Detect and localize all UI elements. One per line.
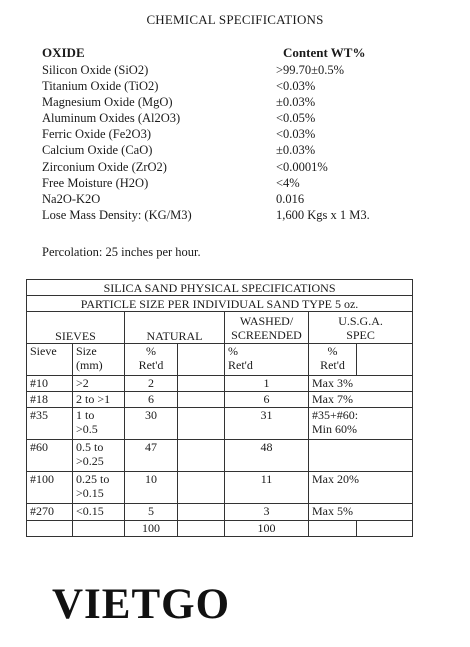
empty-cell [27,521,73,537]
size-cell: <0.15 [73,504,125,521]
spec-value: <0.0001% [276,159,328,174]
oxide-column-header: OXIDE [42,45,85,60]
washed-cell: 11 [225,472,309,504]
empty-cell [178,440,225,472]
spec-row [42,111,442,127]
empty-cell [178,521,225,537]
size-cell: 0.25 to >0.15 [73,472,125,504]
washed-cell: 1 [225,376,309,392]
table-row [27,408,413,440]
empty-cell [357,344,413,376]
spec-row [42,143,442,159]
natural-cell: 30 [125,408,178,440]
washed-cell: 31 [225,408,309,440]
empty-cell [178,376,225,392]
size-column-header: Size (mm) [73,344,125,376]
spec-value: <0.03% [276,79,316,94]
spec-cell: Max 5% [309,504,413,521]
table-title: SILICA SAND PHYSICAL SPECIFICATIONS [27,280,413,296]
brand-logo-text: VIETGO [52,581,231,628]
washed-total: 100 [225,521,309,537]
sieve-cell: #270 [27,504,73,521]
spec-cell: Max 7% [309,392,413,408]
washed-cell: 6 [225,392,309,408]
size-cell: 0.5 to >0.25 [73,440,125,472]
spec-value: 1,600 Kgs x 1 M3. [276,207,370,222]
washed-cell: 48 [225,440,309,472]
natural-header: NATURAL [125,312,225,344]
spec-name: Lose Mass Density: (KG/M3) [42,207,192,222]
usga-retd-header: % Ret'd [309,344,357,376]
totals-row [27,521,413,537]
spec-row [42,176,442,192]
silica-sand-table [26,279,413,537]
chemical-spec-list [42,63,442,224]
spec-row [42,63,442,79]
natural-cell: 10 [125,472,178,504]
washed-retd-header: % Ret'd [225,344,309,376]
spec-name: Aluminum Oxides (Al2O3) [42,111,181,126]
spec-name: Ferric Oxide (Fe2O3) [42,127,151,142]
spec-value: ±0.03% [276,143,316,158]
spec-name: Magnesium Oxide (MgO) [42,95,173,110]
spec-cell [309,440,413,472]
empty-cell [357,521,413,537]
natural-cell: 47 [125,440,178,472]
spec-header [42,45,442,61]
spec-value: <0.03% [276,127,316,142]
sieves-header: SIEVES [27,312,125,344]
sieve-cell: #18 [27,392,73,408]
empty-cell [309,521,357,537]
washed-header: WASHED/ SCREENDED [225,312,309,344]
empty-cell [178,504,225,521]
spec-row [42,95,442,111]
spec-value: <4% [276,175,300,190]
spec-name: Zirconium Oxide (ZrO2) [42,159,167,174]
spec-row [42,208,442,224]
table-row [27,440,413,472]
natural-retd-header: % Ret'd [125,344,178,376]
natural-cell: 5 [125,504,178,521]
spec-value: ±0.03% [276,95,316,110]
empty-cell [178,408,225,440]
table-row [27,376,413,392]
percolation-note: Percolation: 25 inches per hour. [42,245,201,259]
spec-row [42,160,442,176]
sieve-cell: #60 [27,440,73,472]
page-title: CHEMICAL SPECIFICATIONS [146,12,324,27]
table-row [27,392,413,408]
spec-cell: Max 3% [309,376,413,392]
spec-value: <0.05% [276,111,316,126]
empty-cell [73,521,125,537]
empty-cell [178,344,225,376]
spec-cell: Max 20% [309,472,413,504]
spec-value: 0.016 [276,191,305,206]
spec-cell: #35+#60: Min 60% [309,408,413,440]
sieve-cell: #10 [27,376,73,392]
spec-row [42,192,442,208]
table-row [27,504,413,521]
spec-name: Silicon Oxide (SiO2) [42,63,149,77]
natural-cell: 6 [125,392,178,408]
usga-header: U.S.G.A. SPEC [309,312,413,344]
size-cell: >2 [73,376,125,392]
natural-cell: 2 [125,376,178,392]
spec-name: Na2O-K2O [42,191,101,206]
size-cell: 1 to >0.5 [73,408,125,440]
sieve-column-header: Sieve [27,344,73,376]
table-subtitle: PARTICLE SIZE PER INDIVIDUAL SAND TYPE 5 oz. [27,296,413,312]
spec-row [42,127,442,143]
spec-row [42,79,442,95]
spec-name: Free Moisture (H2O) [42,175,149,190]
spec-name: Calcium Oxide (CaO) [42,143,153,158]
empty-cell [178,472,225,504]
empty-cell [178,392,225,408]
spec-name: Titanium Oxide (TiO2) [42,79,159,94]
table-row [27,472,413,504]
sieve-cell: #100 [27,472,73,504]
sieve-cell: #35 [27,408,73,440]
content-column-header: Content WT% [283,45,366,60]
spec-value: >99.70±0.5% [276,63,345,77]
washed-cell: 3 [225,504,309,521]
natural-total: 100 [125,521,178,537]
size-cell: 2 to >1 [73,392,125,408]
